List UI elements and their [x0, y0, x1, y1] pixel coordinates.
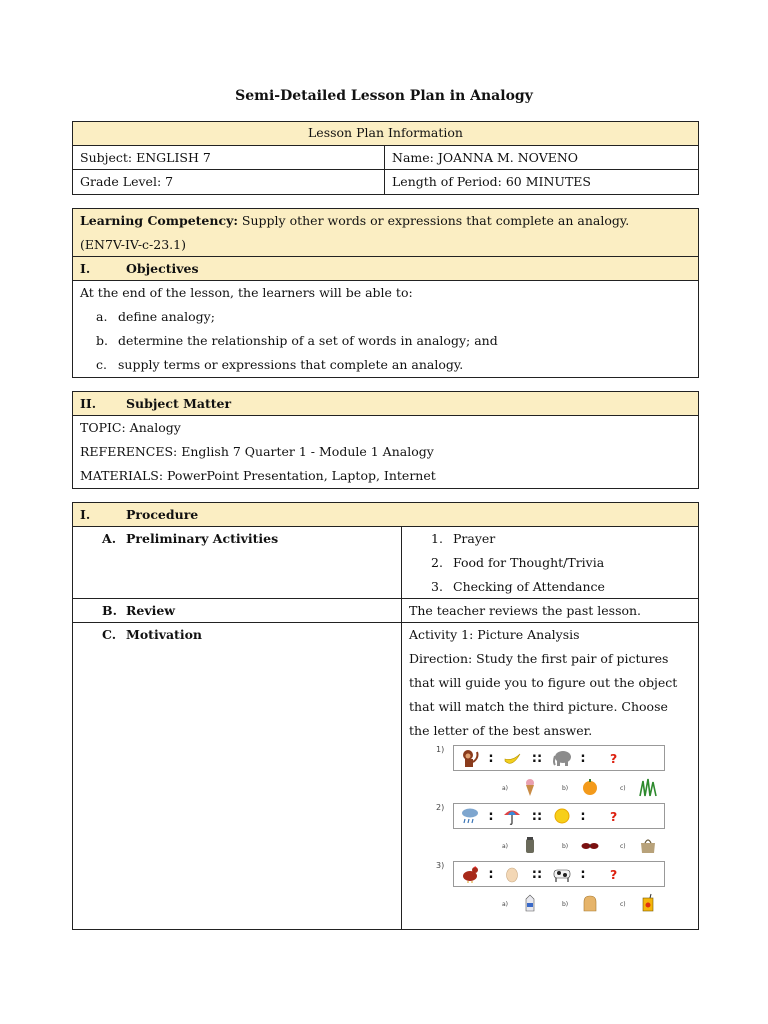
section-number: I. — [80, 261, 91, 276]
orange-icon — [580, 777, 600, 797]
direction-line: Direction: Study the first pair of pictures — [409, 651, 669, 666]
milk-carton-icon — [520, 893, 540, 913]
lesson-info-header: Lesson Plan Information — [73, 122, 698, 146]
objective-item: c. supply terms or expressions that complete an analogy. — [96, 357, 464, 372]
subject-matter-table — [72, 391, 699, 489]
grass-icon — [638, 777, 658, 797]
period-length-field: Length of Period: 60 MINUTES — [392, 174, 591, 189]
review-text: The teacher reviews the past lesson. — [409, 603, 642, 618]
jar-icon — [520, 835, 540, 855]
cow-icon — [552, 864, 572, 884]
objectives-heading-row — [73, 257, 698, 281]
procedure-row: B. Review The teacher reviews the past lesson. — [73, 599, 698, 623]
references-text: REFERENCES: English 7 Quarter 1 - Module 1 Analogy — [80, 444, 434, 459]
elephant-icon — [552, 748, 572, 768]
section-heading: Procedure — [126, 507, 199, 522]
section-number: II. — [80, 396, 97, 411]
bag-icon — [638, 835, 658, 855]
lesson-info-row — [73, 170, 698, 194]
procedure-row: C. Motivation Activity 1: Picture Analysis Direction: Study the first pair of pictures that will guide you to figure out the object that will match the third picture. Choose the letter of the best answer. 1) : :: : ? a) b) c) 2) : :: : ? a) b) c) 3) : :: : ? a) b) c) — [73, 623, 698, 929]
procedure-label: Motivation — [126, 627, 203, 642]
direction-line: the letter of the best answer. — [409, 723, 593, 738]
materials-text: MATERIALS: PowerPoint Presentation, Laptop, Internet — [80, 468, 436, 483]
lesson-info-table — [72, 121, 699, 195]
activity-item: 3. Checking of Attendance — [431, 579, 605, 594]
direction-line: that will guide you to figure out the object — [409, 675, 678, 690]
competency-label: Learning Competency: — [80, 213, 238, 228]
procedure-table — [72, 502, 699, 930]
lesson-info-row — [73, 146, 698, 170]
teacher-name-field: Name: JOANNA M. NOVENO — [392, 150, 579, 165]
competency-text: Supply other words or expressions that complete an analogy. — [237, 213, 630, 228]
sun-icon — [552, 806, 572, 826]
objectives-body — [73, 281, 698, 377]
competency-row — [73, 209, 698, 257]
activity-item: 1. Prayer — [431, 531, 496, 546]
activity-item: 2. Food for Thought/Trivia — [431, 555, 605, 570]
section-number: I. — [80, 507, 91, 522]
subject-matter-body — [73, 416, 698, 488]
monkey-icon — [460, 748, 480, 768]
procedure-label: Preliminary Activities — [126, 531, 279, 546]
grade-level-field: Grade Level: 7 — [73, 170, 385, 194]
procedure-heading-row — [73, 503, 698, 527]
procedure-label: Review — [126, 603, 176, 618]
objectives-table — [72, 208, 699, 378]
subject-matter-heading-row — [73, 392, 698, 416]
hen-icon — [460, 864, 480, 884]
sunglasses-icon — [580, 835, 600, 855]
page-title: Semi-Detailed Lesson Plan in Analogy — [235, 88, 533, 104]
subject-field: Subject: ENGLISH 7 — [73, 146, 385, 170]
procedure-row: A. Preliminary Activities 1. Prayer 2. Food for Thought/Trivia 3. Checking of Attendance — [73, 527, 698, 599]
rain-cloud-icon — [460, 806, 480, 826]
juice-box-icon — [638, 893, 658, 913]
objectives-intro: At the end of the lesson, the learners will be able to: — [80, 285, 413, 300]
ice-cream-icon — [520, 777, 540, 797]
objective-item: b. determine the relationship of a set of words in analogy; and — [96, 333, 498, 348]
umbrella-icon — [502, 806, 522, 826]
competency-code: (EN7V-IV-c-23.1) — [80, 237, 186, 252]
egg-icon — [502, 864, 522, 884]
topic-text: TOPIC: Analogy — [80, 420, 181, 435]
bread-icon — [580, 893, 600, 913]
objective-item: a. define analogy; — [96, 309, 215, 324]
section-heading: Subject Matter — [126, 396, 232, 411]
activity-title: Activity 1: Picture Analysis — [409, 627, 580, 642]
direction-line: that will match the third picture. Choose — [409, 699, 668, 714]
section-heading: Objectives — [126, 261, 199, 276]
banana-icon — [502, 748, 522, 768]
